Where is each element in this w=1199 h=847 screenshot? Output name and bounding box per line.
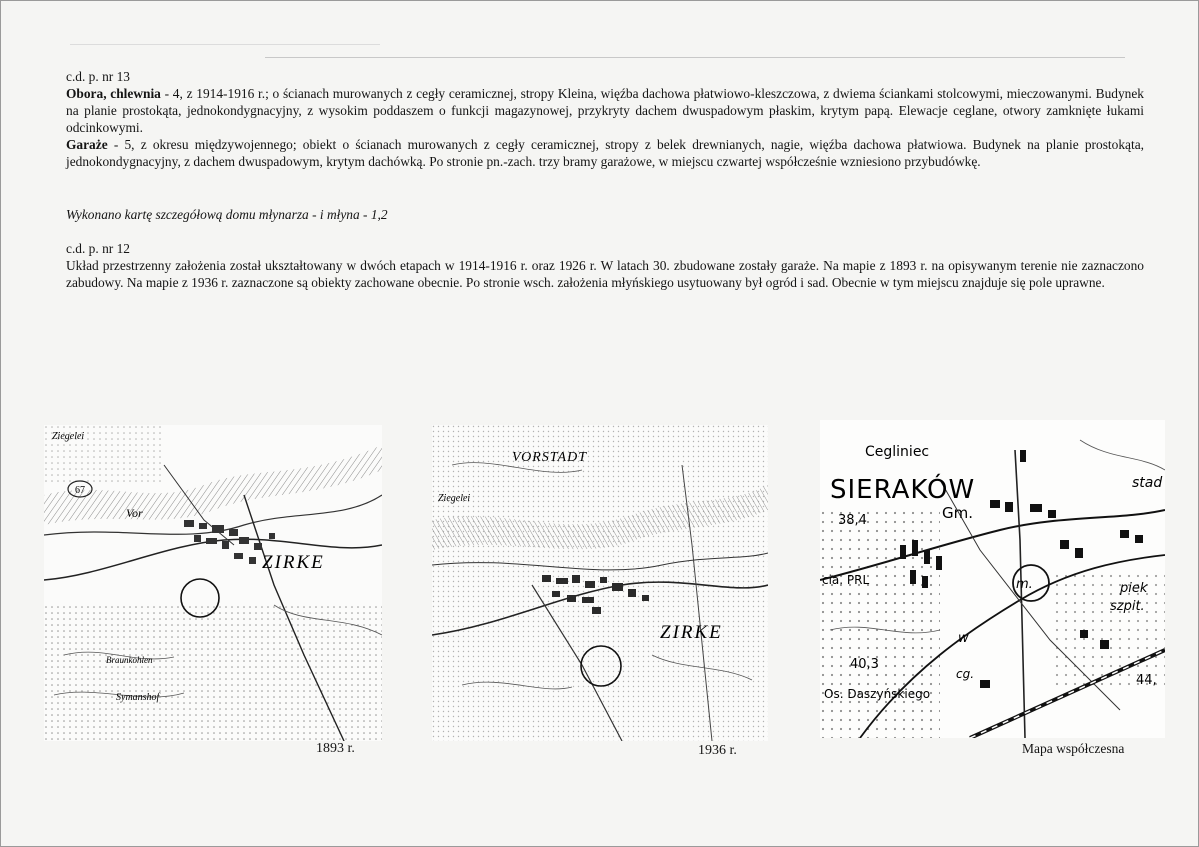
section-12 [66,240,1144,291]
map3-label-m: m. [1016,577,1033,592]
map-1893-drawing [44,425,382,741]
scan-artifact-line [265,57,1125,58]
map1-label-braunkohlen: Braunkohlen [106,655,153,665]
map1-label-symanshof: Symanshof [116,692,160,703]
map1-road-number: 67 [75,485,85,496]
map-1893 [44,425,382,741]
map3-label-piek: piek [1120,581,1148,596]
map1-label-zirke: ZIRKE [262,552,325,573]
map-1936 [432,425,768,741]
map-contemporary-drawing [820,420,1165,738]
map3-label-cegliniec: Cegliniec [865,444,930,460]
obora-title: Obora, chlewnia [66,86,161,101]
section-12-ref: c.d. p. nr 12 [66,241,130,256]
obora-paragraph [66,85,1144,136]
map2-label-ziegelei: Ziegelei [438,493,471,504]
map3-label-elev-38: 38,4 [838,513,867,528]
map3-label-elev-44: 44, [1136,673,1157,688]
map3-label-gm: Gm. [942,504,974,522]
section-12-text: Układ przestrzenny założenia został ukształtowany w dwóch etapach w 1914-1916 r. oraz 1926 r. W latach 30. zbudowane zostały garaże. Na mapie z 1893 r. na opisywanym terenie nie zaznaczono zabudowy. Na mapie z 1936 r. zaznaczone są obiekty zachowane obecnie. Po stronie wsch. założenia młyńskiego usytuowany był ogród i sad. Obecnie w tym miejscu znajduje się pole uprawne. [66,258,1144,290]
map-contemporary [820,420,1165,738]
map-contemporary-caption: Mapa współczesna [1022,741,1125,756]
garaze-title: Garaże [66,137,108,152]
map-1936-caption: 1936 r. [698,743,737,758]
obora-text: - 4, z 1914-1916 r.; o ścianach murowanych z cegły ceramicznej, stropy Kleina, więźba dachowa płatwiowo-kleszczowa, z dwiema ściankami stolcowymi, mieczowanymi. Budynek na planie prostokąta, jednokondygnacyjny, z wysokim poddaszem o funkcji magazynowej, przykryty dachem dwuspadowym płaskim, krytym papą. Elewacje ceglane, otwory zamknięte łukami odcinkowymi. [66,86,1144,135]
section-13 [66,68,1144,170]
map3-label-sierakow: SIERAKÓW [830,475,976,505]
garaze-paragraph [66,136,1144,170]
map1-label-vor: Vor [126,506,143,520]
map-1936-drawing [432,425,768,741]
section-13-ref: c.d. p. nr 13 [66,69,130,84]
map3-label-w: w [958,631,969,646]
map3-label-stad: stad [1132,475,1163,491]
map2-label-vorstadt: VORSTADT [512,450,587,465]
map3-label-elev-40: 40,3 [850,657,879,672]
map3-label-os-daszynskiego: Os. Daszyńskiego [824,687,931,701]
map2-label-zirke: ZIRKE [660,622,723,643]
detail-card-note: Wykonano kartę szczegółową domu młynarza - i młyna - 1,2 [66,207,388,222]
map3-label-cia-prl: cia. PRL [822,573,870,587]
map-1893-caption: 1893 r. [316,741,355,756]
map3-label-szpit: szpit. [1110,599,1145,614]
garaze-text: - 5, z okresu międzywojennego; obiekt o ścianach murowanych z cegły ceramicznej, stropy z belek drewnianych, nagie, więźba dachowa płatwiowa. Budynek na planie prostokąta, jednokondygnacyjny, z dachem dwuspadowym, krytym dachówką. Po stronie pn.-zach. trzy bramy garażowe, w miejscu czwartej współcześnie wzniesiono przybudówkę. [66,137,1144,169]
map3-label-cg: cg. [956,667,975,681]
scan-artifact-line [70,44,380,45]
map1-label-ziegelei: Ziegelei [52,431,85,442]
